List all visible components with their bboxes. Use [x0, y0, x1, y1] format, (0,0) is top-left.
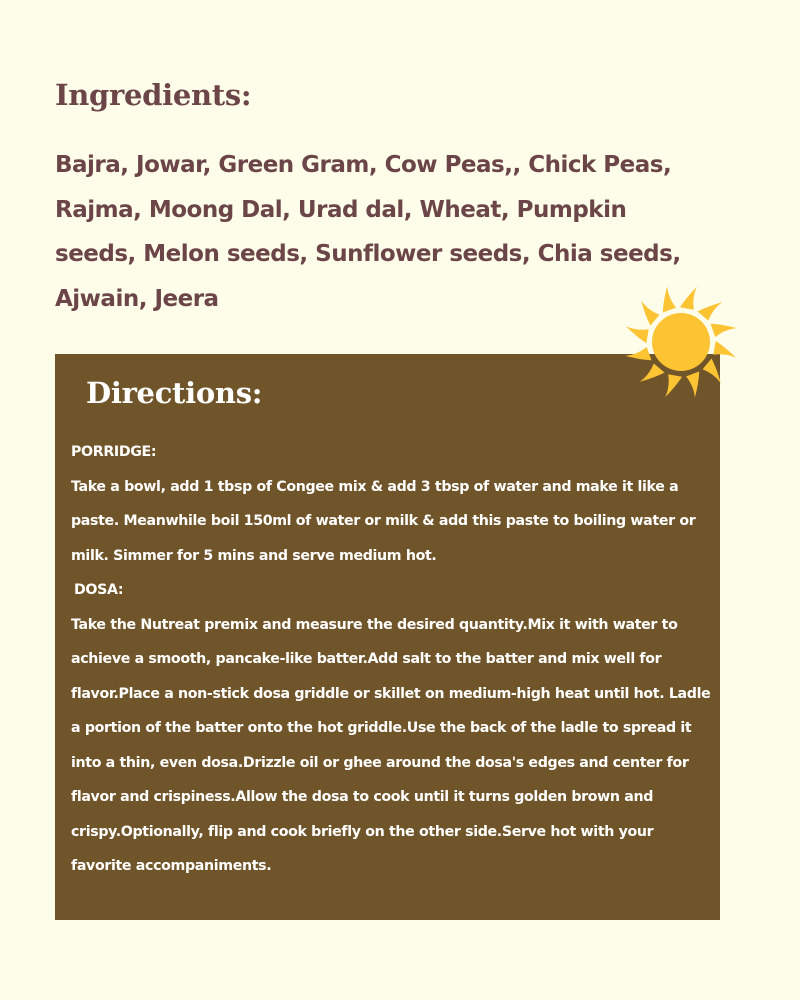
- sun-ray: [713, 341, 738, 359]
- sun-ray: [624, 325, 649, 343]
- sun-ray: [711, 316, 737, 337]
- ingredients-heading: Ingredients:: [55, 78, 252, 112]
- sun-ray: [655, 286, 676, 312]
- sun-ray: [686, 372, 707, 398]
- porridge-label: PORRIDGE:: [71, 444, 157, 460]
- sun-icon: [622, 283, 740, 401]
- sun-ray: [697, 294, 723, 321]
- sun-ray: [625, 347, 651, 368]
- directions-body: [71, 435, 711, 884]
- porridge-instructions: Take a bowl, add 1 tbsp of Congee mix & add 3 tbsp of water and make it like a paste. Meanwhile boil 150ml of water or milk & add this paste to boiling water or milk. Simmer for 5 mins and serve medium hot.: [71, 478, 696, 564]
- ingredients-list: Bajra, Jowar, Green Gram, Cow Peas,, Chick Peas, Rajma, Moong Dal, Urad dal, Wheat, Pumpkin seeds, Melon seeds, Sunflower seeds, Chia seeds, Ajwain, Jeera: [55, 152, 681, 312]
- dosa-label: DOSA:: [74, 582, 124, 598]
- sun-ray: [664, 374, 682, 399]
- sun-ray: [633, 300, 660, 326]
- dosa-instructions: Take the Nutreat premix and measure the desired quantity.Mix it with water to achieve a smooth, pancake-like batter.Add salt to the batter and mix well for flavor.Place a non-stick dosa griddle or skillet on medium-high heat until hot. Ladle a portion of the batter onto the hot griddle.Use the back of the ladle to spread it into a thin, even dosa.Drizzle oil or ghee around the dosa's edges and center for flavor and crispiness.Allow the dosa to cook until it turns golden brown and crispy.Optionally, flip and cook briefly on the other side.Serve hot with your favorite accompaniments.: [71, 616, 711, 874]
- directions-panel: [55, 354, 720, 920]
- sun-ray: [680, 285, 698, 310]
- sun-ray: [703, 358, 730, 384]
- directions-heading: Directions:: [86, 376, 263, 410]
- sun-ray: [639, 364, 665, 391]
